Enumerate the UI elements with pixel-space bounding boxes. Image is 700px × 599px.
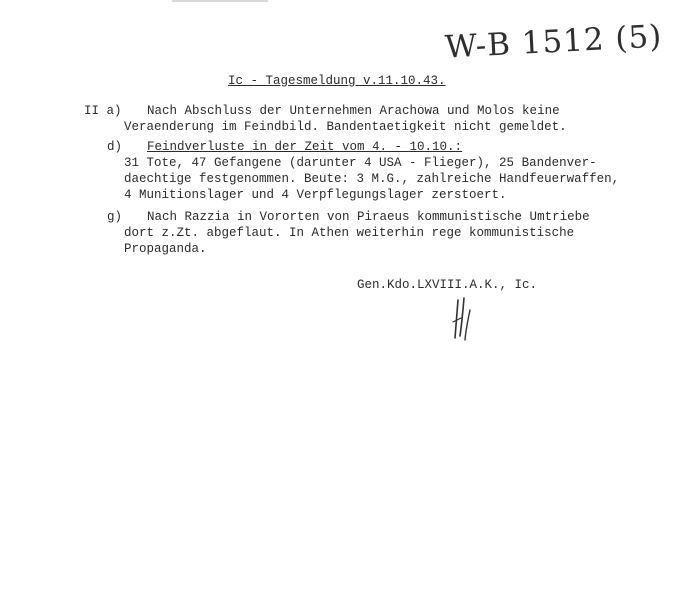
section-d-heading: Feindverluste in der Zeit vom 4. - 10.10.: — [147, 140, 463, 154]
section-a-line-2: Veraenderung im Feindbild. Bandentaetigkeit nicht gemeldet. — [124, 120, 567, 134]
section-g-line-3: Propaganda. — [124, 242, 207, 256]
document-title: Ic - Tagesmeldung v.11.10.43. — [228, 74, 446, 88]
section-d-marker: d) — [107, 140, 123, 154]
section-g-marker: g) — [107, 210, 123, 224]
scan-edge-line — [172, 0, 268, 2]
section-g-line-2: dort z.Zt. abgeflaut. In Athen weiterhin rege kommunistische — [124, 226, 575, 240]
sender-signature-block: Gen.Kdo.LXVIII.A.K., Ic. — [357, 278, 538, 292]
section-a-marker: II a) — [84, 104, 122, 118]
section-d-line-2: daechtige festgenommen. Beute: 3 M.G., zahlreiche Handfeuerwaffen, — [124, 172, 620, 186]
section-d-line-3: 4 Munitionslager und 4 Verpflegungslager zerstoert. — [124, 188, 507, 202]
section-d-line-1: 31 Tote, 47 Gefangene (darunter 4 USA - Flieger), 25 Bandenver- — [124, 156, 597, 170]
handwritten-reference: W-B 1512 (5) — [444, 18, 664, 66]
signature-mark — [444, 292, 484, 344]
section-a-line-1: Nach Abschluss der Unternehmen Arachowa und Molos keine — [147, 104, 560, 118]
section-g-line-1: Nach Razzia in Vororten von Piraeus kommunistische Umtriebe — [147, 210, 590, 224]
